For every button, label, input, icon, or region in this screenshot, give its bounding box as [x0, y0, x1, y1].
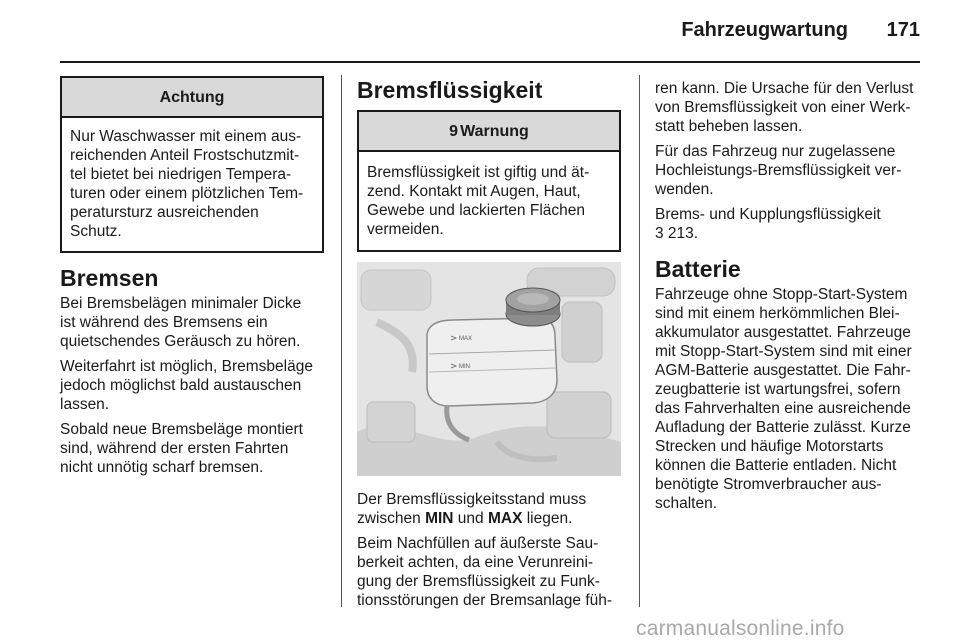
notice-box: [60, 76, 324, 253]
warning-icon: 9: [449, 123, 459, 140]
warning-line: vermeiden.: [367, 221, 444, 238]
warning-line: Gewebe und lackierten Flächen: [367, 202, 585, 219]
warning-title: Warnung: [460, 123, 529, 140]
min-mark-label: MIN: [459, 364, 470, 370]
max-mark-label: MAX: [459, 336, 473, 342]
paragraph: Bei Bremsbelägen minimaler Dicke ist während des Bremsens ein quietschendes Geräusch zu hören.: [60, 295, 302, 350]
paragraph: Fahrzeuge ohne Stopp-Start-System sind mit einem herkömmlichen Blei- akkumulator ausgestattet. Fahrzeuge mit Stopp-Start-System sind mit einer AGM-Batterie ausgestattet. Die Fahr- zeugbatterie ist wartungsfrei, sofern das Fahrverhalten eine ausreichende Aufladung der Batterie zulässt. Kurze Strecken und häufige Motorstarts können die Batterie entladen. Nicht benötigte Stromverbraucher aus- schalten.: [655, 286, 912, 512]
column-divider: [639, 75, 640, 607]
column-left: [60, 76, 324, 477]
page-header: [0, 18, 960, 48]
paragraph: Weiterfahrt ist möglich, Bremsbeläge jedoch möglichst bald austauschen lassen.: [60, 358, 313, 413]
header-rule: [60, 61, 920, 63]
section-title-bremsen: Bremsen: [60, 265, 159, 291]
page-reference-link[interactable]: 213.: [663, 225, 699, 242]
section-title-bremsfluessigkeit: Bremsflüssigkeit: [357, 77, 543, 103]
notice-line: peratursturz ausreichenden: [70, 204, 259, 221]
warning-line: Bremsflüssigkeit ist giftig und ät-: [367, 164, 590, 181]
header-title: Fahrzeugwartung: [681, 19, 848, 41]
paragraph: ren kann. Die Ursache für den Verlust von Bremsflüssigkeit von einer Werk- statt beheben lassen.: [655, 80, 914, 135]
notice-title: Achtung: [62, 78, 322, 118]
page-reference-icon: 3: [655, 225, 664, 242]
notice-line: Nur Waschwasser mit einem aus-: [70, 128, 302, 145]
notice-text: [62, 118, 322, 251]
brake-fluid-reservoir-illustration: [357, 262, 621, 476]
notice-line: Schutz.: [70, 223, 122, 240]
paragraph: Sobald neue Bremsbeläge montiert sind, während der ersten Fahrten nicht unnötig scharf bremsen.: [60, 421, 303, 476]
section-title-batterie: Batterie: [655, 256, 741, 282]
column-divider: [341, 75, 342, 607]
max-keyword: MAX: [487, 510, 523, 527]
notice-line: turen oder einem plötzlichen Tem-: [70, 185, 304, 202]
watermark: carmanualsonline.info: [636, 617, 845, 640]
warning-line: zend. Kontakt mit Augen, Haut,: [367, 183, 581, 200]
warning-text: [359, 152, 619, 250]
paragraph: Für das Fahrzeug nur zugelassene Hochleistungs-Bremsflüssigkeit ver- wenden.: [655, 143, 902, 198]
column-middle: [357, 76, 621, 610]
notice-line: tel bietet bei niedrigen Tempera-: [70, 166, 292, 183]
warning-header: [359, 112, 619, 152]
notice-line: reichenden Anteil Frostschutzmit-: [70, 147, 300, 164]
paragraph: Der Bremsflüssigkeitsstand muss zwischen MIN und MAX liegen.: [357, 491, 587, 527]
page-number: 171: [886, 19, 920, 41]
paragraph: Beim Nachfüllen auf äußerste Sau- berkeit achten, da eine Verunreini- gung der Bremsflüssigkeit zu Funk- tionsstörungen der Bremsanlage füh-: [357, 535, 613, 609]
column-right: [655, 79, 921, 513]
min-keyword: MIN: [425, 510, 454, 527]
paragraph: Brems- und Kupplungsflüssigkeit 3 213.: [655, 206, 881, 242]
warning-box: [357, 110, 621, 252]
